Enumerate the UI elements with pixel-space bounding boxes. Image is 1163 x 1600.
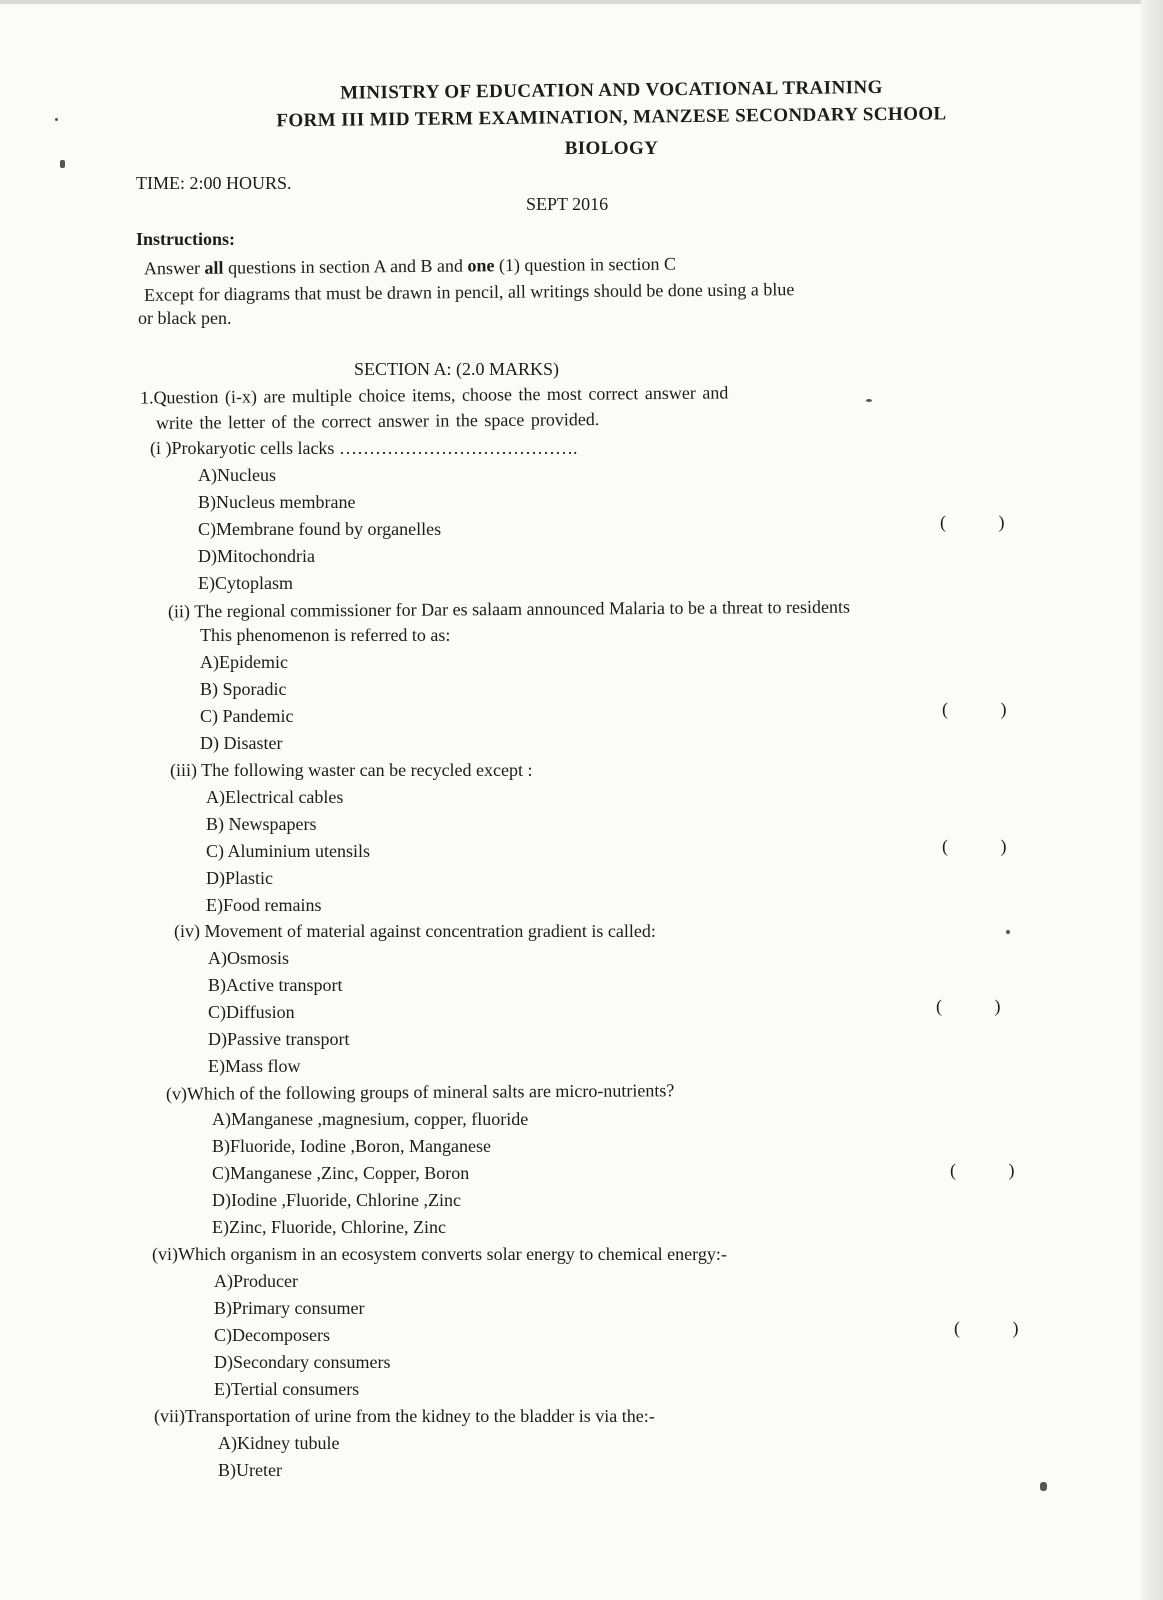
question-stem: (vii)Transportation of urine from the kidney to the bladder is via the:- — [154, 1406, 655, 1426]
question-option: D)Secondary consumers — [214, 1352, 391, 1372]
question-option: C)Manganese ,Zinc, Copper, Boron — [212, 1163, 470, 1183]
scan-speck — [1040, 1482, 1047, 1491]
answer-box[interactable]: ( ) — [954, 1318, 1019, 1338]
question-option: B)Fluoride, Iodine ,Boron, Manganese — [212, 1136, 491, 1156]
question-option: B)Nucleus membrane — [198, 492, 356, 512]
instructions-heading: Instructions: — [136, 229, 236, 249]
question-stem: (vi)Which organism in an ecosystem converts solar energy to chemical energy:- — [152, 1244, 727, 1264]
question-option: A)Epidemic — [200, 652, 288, 672]
question-option: A)Producer — [214, 1271, 298, 1291]
question-stem: (ii) The regional commissioner for Dar es salaam announced Malaria to be a threat to residents — [167, 596, 850, 622]
question-option: A)Kidney tubule — [218, 1433, 340, 1453]
question-option: E)Zinc, Fluoride, Chlorine, Zinc — [212, 1217, 446, 1237]
question-stem-continued: This phenomenon is referred to as: — [200, 625, 451, 645]
exam-time: TIME: 2:00 HOURS. — [136, 173, 292, 193]
instruction-line-3: or black pen. — [138, 308, 232, 328]
exam-heading: FORM III MID TERM EXAMINATION, MANZESE SECONDARY SCHOOL — [276, 103, 947, 132]
answer-box[interactable]: ( ) — [942, 836, 1007, 856]
question-option: A)Nucleus — [198, 465, 276, 485]
question-option: B)Active transport — [208, 975, 343, 995]
question-option: C)Decomposers — [214, 1325, 330, 1345]
question-option: C) Aluminium utensils — [206, 841, 371, 861]
question-option: B) Newspapers — [206, 814, 317, 834]
question-stem: (iv) Movement of material against concentration gradient is called: — [174, 921, 656, 941]
paper-right-edge — [1141, 0, 1163, 1600]
subject-heading: BIOLOGY — [564, 138, 659, 159]
question-option: D)Iodine ,Fluoride, Chlorine ,Zinc — [212, 1190, 461, 1210]
scan-speck — [60, 160, 65, 168]
answer-box[interactable]: ( ) — [940, 512, 1005, 532]
question-option: E)Tertial consumers — [214, 1379, 360, 1399]
question-stem: (i )Prokaryotic cells lacks …………………………………. — [150, 438, 578, 458]
scan-speck — [1006, 930, 1010, 934]
instruction-line-2: Except for diagrams that must be drawn in pencil, all writings should be done using a blue — [143, 279, 795, 305]
question-option: E)Food remains — [206, 895, 322, 915]
section-a-title: SECTION A: (2.0 MARKS) — [354, 359, 560, 379]
instruction-line-1: Answer all questions in section A and B and one (1) question in section C — [143, 253, 677, 279]
question-option: A)Osmosis — [208, 948, 290, 968]
section-a-intro-2: write the letter of the correct answer in the space provided. — [155, 409, 600, 433]
question-option: E)Cytoplasm — [198, 573, 293, 593]
question-option: C)Membrane found by organelles — [198, 519, 442, 539]
answer-box[interactable]: ( ) — [950, 1160, 1015, 1180]
question-option: D)Mitochondria — [198, 546, 315, 566]
answer-box[interactable]: ( ) — [942, 699, 1007, 719]
question-option: B) Sporadic — [200, 679, 287, 699]
question-option: E)Mass flow — [208, 1056, 301, 1076]
question-option: A)Electrical cables — [206, 787, 344, 807]
question-option: B)Primary consumer — [214, 1298, 365, 1318]
question-stem: (v)Which of the following groups of mineral salts are micro-nutrients? — [165, 1080, 675, 1104]
question-option: A)Manganese ,magnesium, copper, fluoride — [212, 1109, 529, 1129]
question-option: C)Diffusion — [208, 1002, 295, 1022]
question-stem: (iii) The following waster can be recycled except : — [170, 760, 533, 780]
scan-speck — [866, 399, 872, 402]
section-a-intro-1: 1.Question (i-x) are multiple choice items, choose the most correct answer and — [139, 382, 729, 408]
exam-date: SEPT 2016 — [526, 194, 609, 214]
question-option: C) Pandemic — [200, 706, 294, 726]
paper-top-edge — [0, 0, 1163, 4]
answer-box[interactable]: ( ) — [936, 996, 1001, 1016]
ministry-heading: MINISTRY OF EDUCATION AND VOCATIONAL TRAINING — [340, 77, 883, 104]
question-option: D) Disaster — [200, 733, 283, 753]
question-option: D)Passive transport — [208, 1029, 350, 1049]
question-option: D)Plastic — [206, 868, 273, 888]
question-option: B)Ureter — [218, 1460, 282, 1480]
